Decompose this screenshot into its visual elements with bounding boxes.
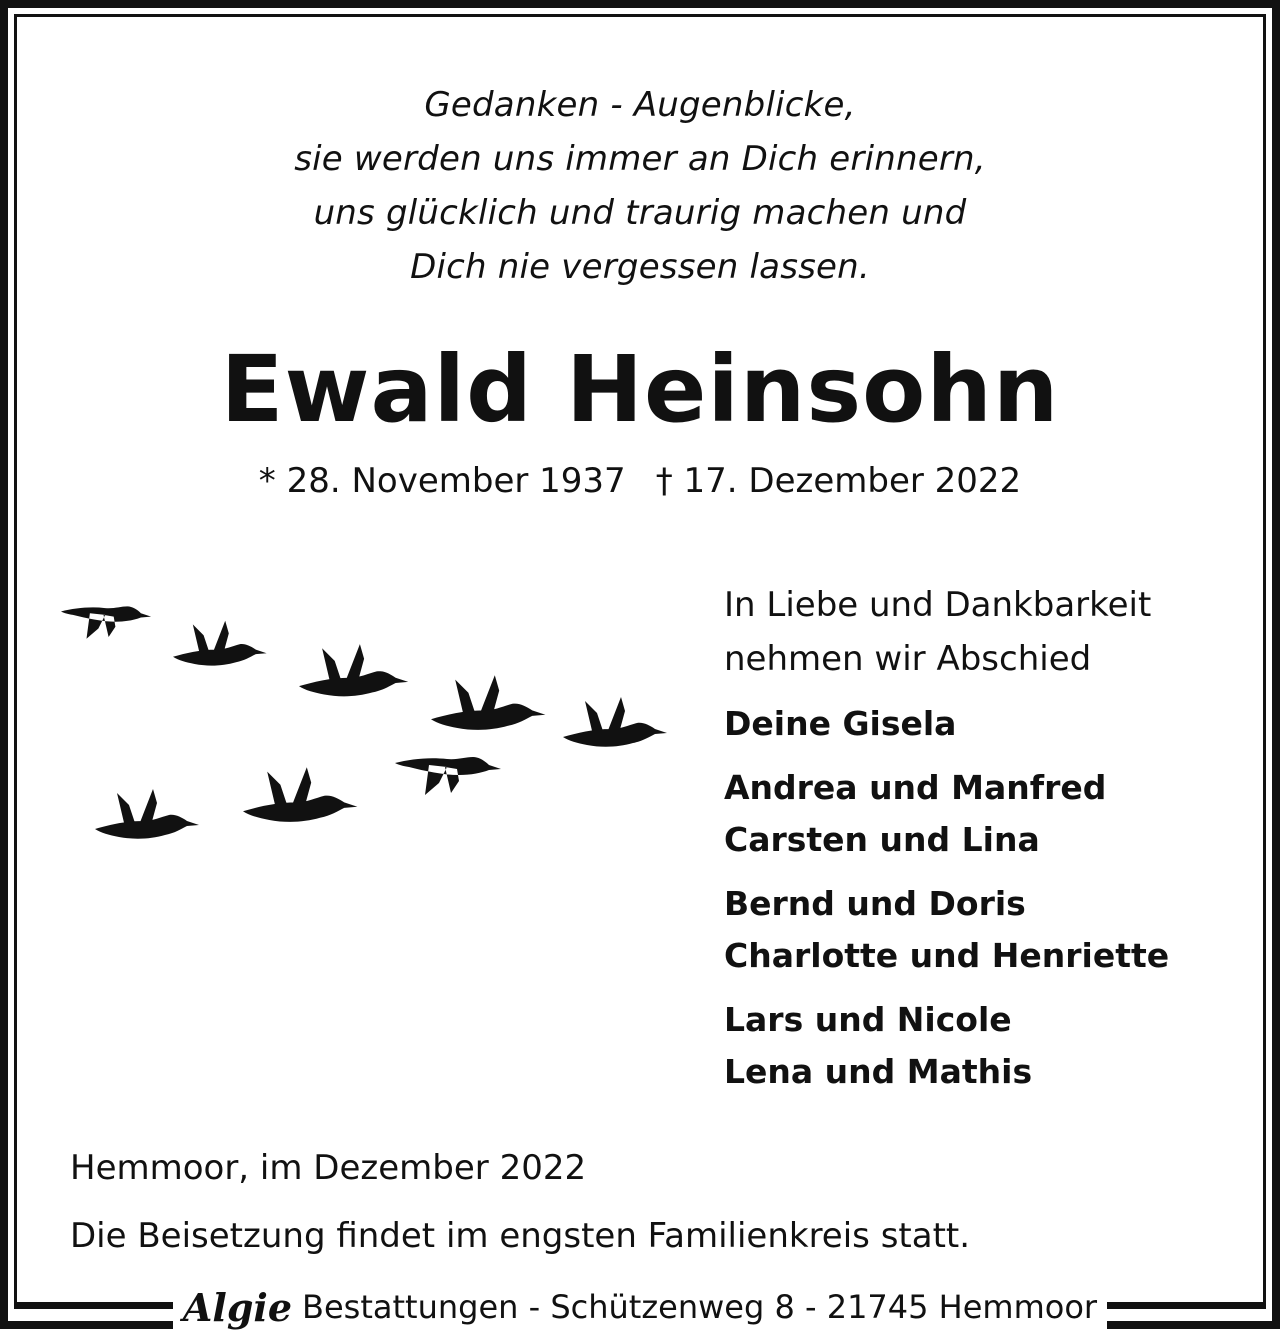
bird-2 <box>173 621 267 666</box>
undertaker-address: Bestattungen - Schützenweg 8 - 21745 Hemmoor <box>302 1288 1098 1326</box>
bird-6 <box>95 789 199 839</box>
family-member: Andrea und Manfred <box>724 768 1107 807</box>
family-group <box>724 878 1244 982</box>
bird-4 <box>431 675 545 730</box>
family-member: Lars und Nicole <box>724 1000 1012 1039</box>
bird-3 <box>299 644 408 696</box>
footer <box>0 1282 1280 1332</box>
birth-date: * 28. November 1937 <box>258 461 626 501</box>
life-dates <box>0 456 1280 506</box>
intro-line: In Liebe und Dankbarkeit <box>724 585 1152 625</box>
family-group <box>724 762 1244 866</box>
bird-1 <box>61 606 151 638</box>
poem-line: Dich nie vergessen lassen. <box>410 247 870 287</box>
burial-note: Die Beisetzung findet im engsten Familienkreis statt. <box>70 1216 971 1256</box>
undertaker-logo: Algie <box>182 1284 293 1330</box>
family-block <box>724 578 1244 1098</box>
intro-line: nehmen wir Abschied <box>724 639 1092 679</box>
family-member: Carsten und Lina <box>724 820 1040 859</box>
poem-line: Gedanken - Augenblicke, <box>424 85 856 125</box>
poem <box>0 78 1280 294</box>
family-intro <box>724 578 1244 686</box>
family-group <box>724 698 1244 750</box>
family-member: Deine Gisela <box>724 704 957 743</box>
family-member: Charlotte und Henriette <box>724 936 1170 975</box>
flying-birds-illustration <box>55 585 675 875</box>
family-member: Lena und Mathis <box>724 1052 1033 1091</box>
bird-5 <box>563 697 667 747</box>
poem-line: uns glücklich und traurig machen und <box>313 193 967 233</box>
bird-7 <box>243 767 357 822</box>
bird-8 <box>395 757 501 795</box>
death-date: † 17. Dezember 2022 <box>655 461 1022 501</box>
family-member: Bernd und Doris <box>724 884 1026 923</box>
poem-line: sie werden uns immer an Dich erinnern, <box>294 139 986 179</box>
family-group <box>724 994 1244 1098</box>
deceased-name: Ewald Heinsohn <box>220 336 1060 443</box>
place-and-date: Hemmoor, im Dezember 2022 <box>70 1148 587 1188</box>
